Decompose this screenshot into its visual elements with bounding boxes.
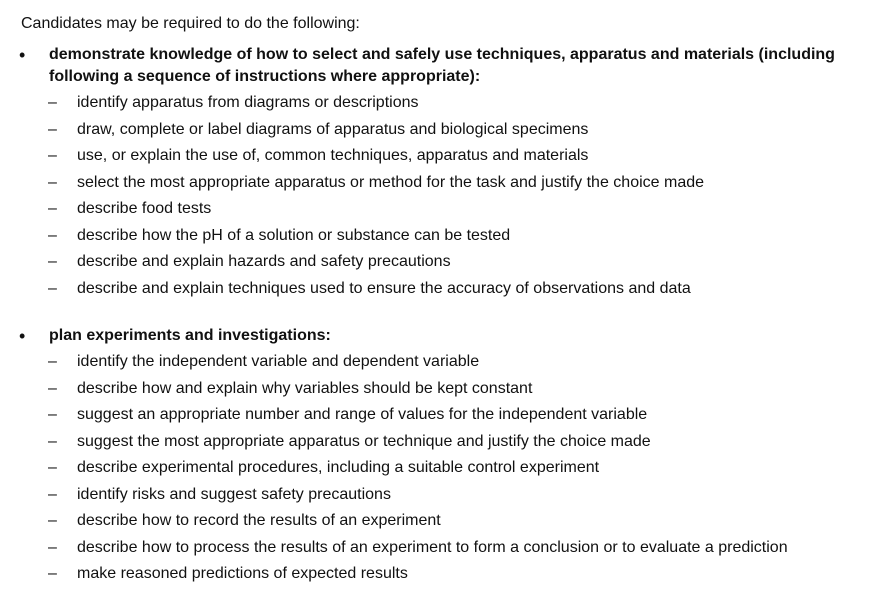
dash-marker: – [48, 120, 57, 138]
dash-marker: – [48, 565, 57, 582]
dash-marker: – [48, 147, 57, 164]
list-item-text: describe and explain hazards and safety precautions [77, 253, 451, 270]
list-item [0, 458, 881, 485]
list-item [0, 379, 881, 406]
dash-marker: – [48, 379, 57, 397]
section-heading: plan experiments and investigations: [49, 327, 331, 344]
list-item-text: identify apparatus from diagrams or descriptions [77, 94, 419, 111]
list-item-text: describe how and explain why variables should be kept constant [77, 379, 533, 397]
dash-marker: – [48, 94, 57, 111]
dash-marker: – [48, 538, 57, 556]
list-item [0, 146, 881, 173]
list-item [0, 432, 881, 459]
list-item-text: select the most appropriate apparatus or method for the task and justify the choice made [77, 173, 705, 191]
list-item-text: describe how to process the results of an experiment to form a conclusion or to evaluate a prediction [77, 538, 788, 556]
list-item-text: draw, complete or label diagrams of apparatus and biological specimens [77, 120, 589, 138]
sub-item-list [0, 352, 881, 591]
list-item [0, 252, 881, 279]
list-item [0, 173, 881, 200]
list-item [0, 352, 881, 379]
dash-marker: – [48, 226, 57, 244]
list-item-text: describe and explain techniques used to ensure the accuracy of observations and data [77, 279, 691, 297]
list-item [0, 199, 881, 226]
dash-marker: – [48, 279, 57, 297]
intro-text: Candidates may be required to do the following: [21, 15, 360, 32]
dash-marker: – [48, 200, 57, 217]
list-item-text: make reasoned predictions of expected results [77, 565, 408, 582]
section-heading: demonstrate knowledge of how to select and safely use techniques, apparatus and materials (including following a sequence of instructions where appropriate): [49, 46, 835, 85]
dash-marker: – [48, 485, 57, 503]
list-item [0, 93, 881, 120]
list-item [0, 538, 881, 565]
list-item-text: identify risks and suggest safety precautions [77, 485, 391, 503]
dash-marker: – [48, 406, 57, 423]
list-item-text: describe experimental procedures, including a suitable control experiment [77, 459, 600, 476]
dash-marker: – [48, 173, 57, 191]
list-item-text: suggest an appropriate number and range of values for the independent variable [77, 406, 648, 423]
list-item-text: describe how the pH of a solution or substance can be tested [77, 226, 511, 244]
list-item [0, 226, 881, 253]
list-item [0, 120, 881, 147]
bullet-point: • [19, 45, 26, 65]
list-item [0, 564, 881, 591]
dash-marker: – [48, 512, 57, 529]
list-item-text: suggest the most appropriate apparatus or technique and justify the choice made [77, 432, 651, 450]
bullet-point: • [19, 326, 26, 346]
list-item-text: identify the independent variable and dependent variable [77, 353, 480, 370]
list-item-text: use, or explain the use of, common techniques, apparatus and materials [77, 147, 589, 164]
list-item [0, 511, 881, 538]
list-item-text: describe how to record the results of an experiment [77, 512, 441, 529]
list-item [0, 405, 881, 432]
list-item-text: describe food tests [77, 200, 212, 217]
dash-marker: – [48, 253, 57, 270]
dash-marker: – [48, 353, 57, 370]
list-item [0, 485, 881, 512]
dash-marker: – [48, 459, 57, 476]
list-item [0, 279, 881, 306]
dash-marker: – [48, 432, 57, 450]
sub-item-list [0, 93, 881, 305]
